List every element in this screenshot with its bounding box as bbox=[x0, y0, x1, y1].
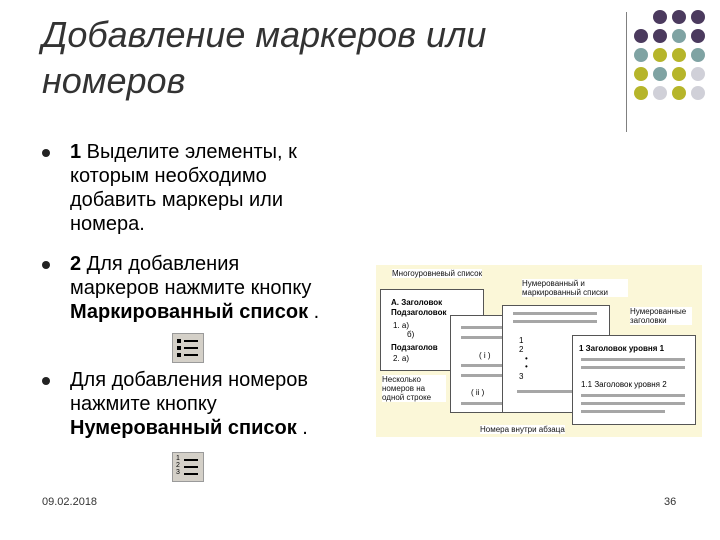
bullet-line: нажмите кнопку bbox=[70, 393, 217, 415]
title-line-1: Добавление маркеров или bbox=[42, 14, 487, 55]
bullet-text-1 bbox=[70, 140, 370, 236]
slide-title bbox=[42, 12, 602, 104]
decorative-dot-grid bbox=[634, 10, 714, 120]
decorative-dot bbox=[653, 86, 667, 100]
button-name: Нумерованный список bbox=[70, 417, 297, 439]
card-text: • bbox=[525, 354, 528, 363]
figure-label: Нумерованный и маркированный списки bbox=[522, 279, 628, 297]
slide-date: 09.02.2018 bbox=[42, 496, 98, 508]
card-text: А. Заголовок bbox=[391, 298, 443, 307]
decorative-dot bbox=[672, 86, 686, 100]
card-text: Подзаголов bbox=[391, 343, 438, 352]
card-text: ( ii ) bbox=[471, 388, 485, 397]
figure-label: Нумерованные заголовки bbox=[630, 307, 692, 325]
card-text: 1.1 Заголовок уровня 2 bbox=[581, 380, 667, 389]
bullet-line: Выделите элементы, к bbox=[81, 141, 297, 163]
bullet-line: Для добавления номеров bbox=[70, 369, 308, 391]
numbered-headings-card bbox=[572, 335, 696, 425]
bullet-line: которым необходимо bbox=[70, 165, 267, 187]
card-text: 1. а) bbox=[393, 321, 410, 330]
step-number: 2 bbox=[70, 253, 82, 275]
decorative-dot bbox=[672, 29, 686, 43]
slide-number: 36 bbox=[664, 496, 677, 508]
figure-label: Несколько номеров на одной строке bbox=[382, 375, 446, 402]
decorative-dot bbox=[653, 48, 667, 62]
bullet-text-2 bbox=[70, 252, 370, 324]
bullet-dot bbox=[42, 261, 50, 269]
bullet-line: маркеров нажмите кнопку bbox=[70, 277, 312, 299]
card-text: 3 bbox=[519, 372, 524, 381]
bullet-line: номера. bbox=[70, 213, 145, 235]
card-text: 2 bbox=[519, 345, 524, 354]
bullet-line: добавить маркеры или bbox=[70, 189, 284, 211]
decorative-dot bbox=[634, 86, 648, 100]
decorative-dot bbox=[691, 86, 705, 100]
card-text: • bbox=[525, 362, 528, 371]
figure-label: Номера внутри абзаца bbox=[480, 425, 565, 434]
decorative-dot bbox=[691, 10, 705, 24]
bullet-line: . bbox=[308, 301, 320, 323]
figure-label: Многоуровневый список bbox=[392, 269, 483, 278]
bulleted-list-button-icon[interactable] bbox=[172, 333, 204, 363]
bullet-dot bbox=[42, 149, 50, 157]
card-text: б) bbox=[407, 330, 415, 339]
title-line-2: номеров bbox=[42, 60, 186, 101]
decorative-dot bbox=[653, 10, 667, 24]
bullet-line: Для добавления bbox=[81, 253, 240, 275]
step-number: 1 bbox=[70, 141, 82, 163]
bullet-text-3 bbox=[70, 368, 370, 440]
decorative-dot bbox=[691, 29, 705, 43]
bullet-dot bbox=[42, 377, 50, 385]
decorative-dot bbox=[691, 48, 705, 62]
card-text: ( i ) bbox=[479, 351, 491, 360]
list-types-illustration bbox=[376, 265, 702, 437]
decorative-dot bbox=[672, 48, 686, 62]
decorative-dot bbox=[691, 67, 705, 81]
card-text: 1 bbox=[519, 336, 524, 345]
decorative-dot bbox=[672, 10, 686, 24]
decorative-dot bbox=[653, 29, 667, 43]
decorative-dot bbox=[634, 48, 648, 62]
card-text: Подзаголовок bbox=[391, 308, 447, 317]
numbered-list-button-icon[interactable]: 1 2 3 bbox=[172, 452, 204, 482]
decorative-dot bbox=[634, 29, 648, 43]
decorative-dot bbox=[672, 67, 686, 81]
card-text: 1 Заголовок уровня 1 bbox=[579, 344, 665, 353]
decorative-dot bbox=[634, 67, 648, 81]
decorative-dot bbox=[653, 67, 667, 81]
bullet-line: . bbox=[296, 417, 308, 439]
card-text: 2. а) bbox=[393, 354, 410, 363]
button-name: Маркированный список bbox=[70, 301, 309, 323]
decorative-divider bbox=[626, 12, 627, 132]
